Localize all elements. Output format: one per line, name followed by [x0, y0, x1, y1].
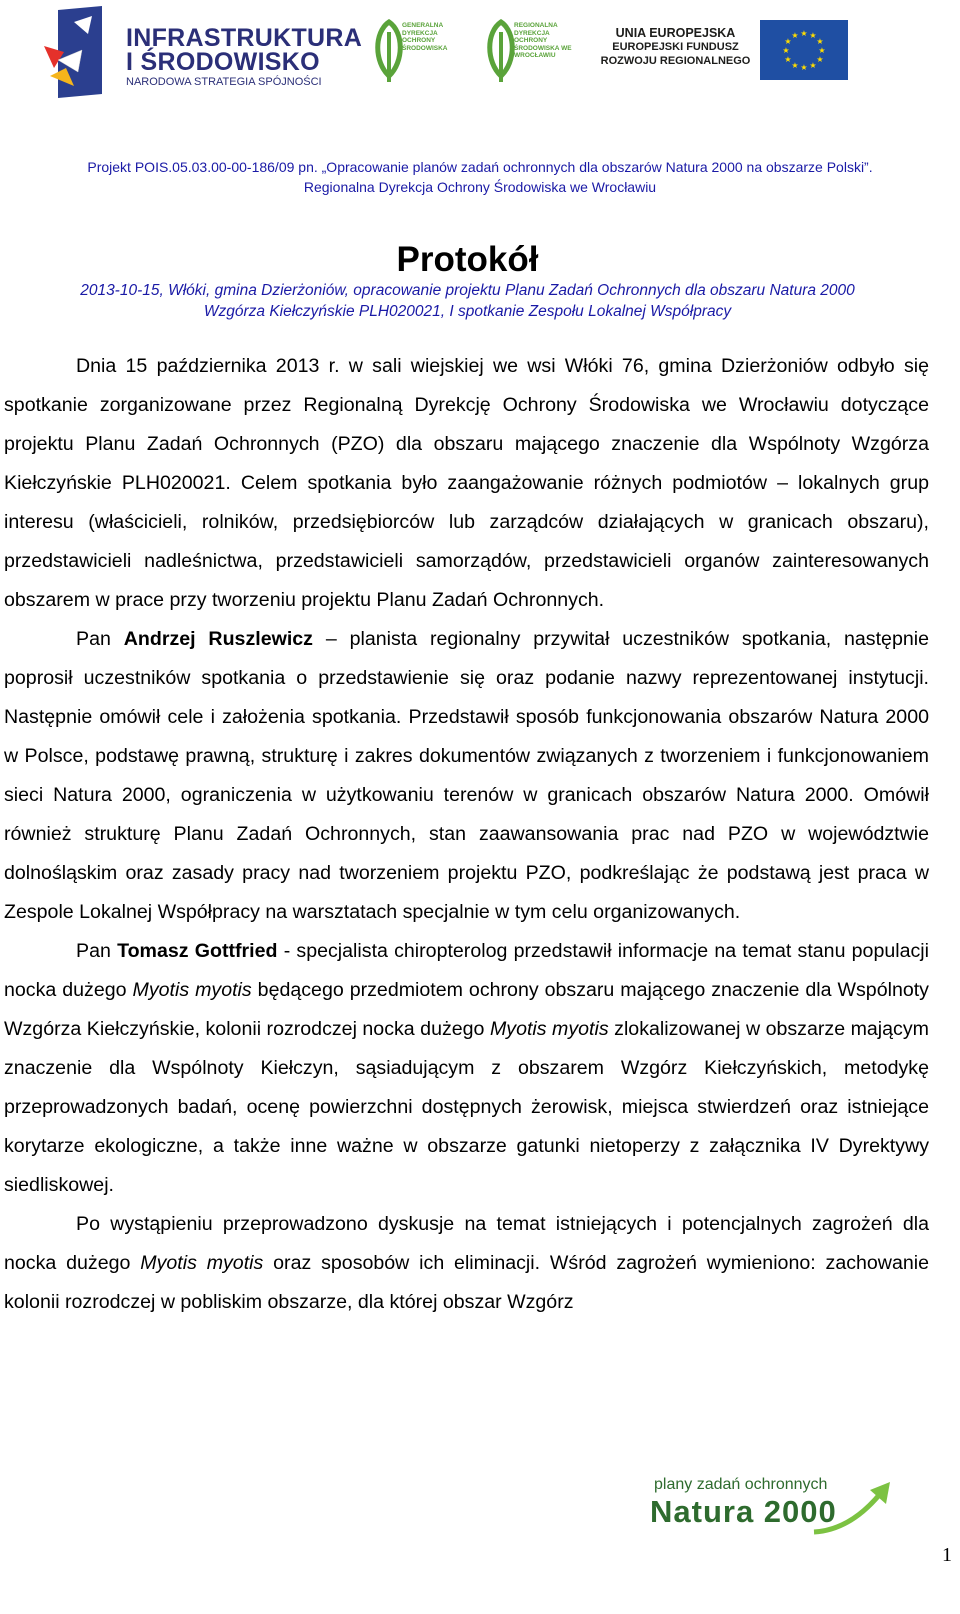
infrastruktura-logo	[44, 6, 363, 100]
leaf-icon	[484, 18, 518, 84]
natura-logo-main-text: Natura 2000	[650, 1494, 837, 1529]
svg-text:★: ★	[816, 37, 824, 46]
header-logos	[0, 0, 960, 110]
paragraph-2: Pan Andrzej Ruszlewicz – planista regionalny przywitał uczestników spotkania, następnie poprosił uczestników spotkania o przedstawienie się oraz podanie nazwy reprezentowanej instytucji. Następnie omówił cele i założenia spotkania. Przedstawił sposób funkcjonowania obszarów Natura 2000 w Polsce, podstawę prawną, strukturę i zakres dokumentów związanych z tworzeniem i funkcjonowaniem sieci Natura 2000, ograniczenia w użytkowaniu terenów w granicach obszarów Natura 2000. Omówił również strukturę Planu Zadań Ochronnych, stan zaawansowania prac nad PZO w województwie dolnośląskim oraz zasady pracy nad tworzeniem projektu PZO, podkreślając że podstawą jest praca w Zespole Lokalnej Współpracy na warsztatach specjalnie w tym celu organizowanych.	[4, 628, 929, 923]
subtitle-line-1: 2013-10-15, Włóki, gmina Dzierżoniów, opracowanie projektu Planu Zadań Ochronnych dla obszaru Natura 2000	[80, 282, 855, 299]
infrastruktura-title-1: INFRASTRUKTURA	[126, 24, 363, 52]
paragraph-1: Dnia 15 października 2013 r. w sali wiejskiej we wsi Włóki 76, gmina Dzierżoniów odbyło się spotkanie zorganizowane przez Regionalną Dyrekcję Ochrony Środowiska we Wrocławiu dotyczące projektu Planu Zadań Ochronnych (PZO) dla obszaru mającego znaczenie dla Wspólnoty Wzgórza Kiełczyńskie PLH020021. Celem spotkania było zaangażowanie różnych podmiotów – lokalnych grup interesu (właścicieli, rolników, przedsiębiorców lub zarządców działających w granicach obszaru), przedstawicieli nadleśnictwa, przedstawicieli samorządów, przedstawicieli organów zainteresowanych obszarem w prace przy tworzeniu projektu Planu Zadań Ochronnych.	[4, 355, 929, 611]
rdos-logo	[484, 18, 574, 84]
svg-text:★: ★	[784, 55, 792, 64]
speaker-name: Tomasz Gottfried	[117, 940, 278, 962]
institution-line: Regionalna Dyrekcja Ochrony Środowiska we Wrocławiu	[303, 179, 657, 195]
speaker-name: Andrzej Ruszlewicz	[123, 628, 313, 650]
gdos-text: GENERALNA DYREKCJA OCHRONY ŚRODOWISKA	[402, 22, 448, 52]
infrastruktura-emblem-icon	[44, 6, 124, 100]
infrastruktura-subtitle: NARODOWA STRATEGIA SPÓJNOŚCI	[126, 76, 322, 88]
svg-text:★: ★	[791, 31, 799, 40]
rdos-text: REGIONALNA DYREKCJA OCHRONY ŚRODOWISKA WE WROCŁAWIU	[514, 22, 572, 59]
svg-text:★: ★	[800, 29, 808, 38]
svg-text:★: ★	[784, 37, 792, 46]
species-name: Myotis myotis	[140, 1252, 264, 1274]
document-body	[4, 347, 929, 1322]
eu-flag-icon	[760, 20, 848, 80]
natura-2000-logo	[650, 1476, 900, 1542]
project-line: Projekt POIS.05.03.00-00-186/09 pn. „Opracowanie planów zadań ochronnych dla obszarów Natura 2000 na obszarze Polski”.	[87, 159, 873, 175]
infrastruktura-title-2: I ŚRODOWISKO	[126, 48, 320, 76]
natura-logo-top-text: plany zadań ochronnych	[654, 1476, 828, 1493]
page-title: Protokół	[396, 240, 539, 279]
eu-text-1: UNIA EUROPEJSKA	[615, 26, 736, 40]
svg-text:★: ★	[816, 55, 824, 64]
gdos-logo	[372, 18, 462, 84]
paragraph-4: Po wystąpieniu przeprowadzono dyskusje na temat istniejących i potencjalnych zagrożeń dla nocka dużego Myotis myotis oraz sposobów ich eliminacji. Wśród zagrożeń wymieniono: zachowanie kolonii rozrodczej w pobliskim obszarze, dla której obszar Wzgórz	[4, 1213, 929, 1313]
leaf-icon	[372, 18, 406, 84]
species-name: Myotis myotis	[132, 979, 252, 1001]
eu-text-3: ROZWOJU REGIONALNEGO	[600, 55, 751, 67]
svg-text:★: ★	[782, 46, 790, 55]
page-number: 1	[942, 1544, 952, 1566]
subtitle-line-2: Wzgórza Kiełczyńskie PLH020021, I spotkanie Zespołu Lokalnej Współpracy	[203, 303, 732, 320]
species-name: Myotis myotis	[489, 1018, 609, 1040]
arrow-icon	[810, 1480, 900, 1540]
svg-text:★: ★	[818, 46, 826, 55]
eu-text-2: EUROPEJSKI FUNDUSZ	[612, 41, 739, 53]
svg-text:★: ★	[791, 61, 799, 70]
svg-text:★: ★	[809, 61, 817, 70]
eu-logo	[598, 20, 858, 84]
paragraph-3: Pan Tomasz Gottfried - specjalista chiropterolog przedstawił informacje na temat stanu populacji nocka dużego Myotis myotis będącego przedmiotem ochrony obszaru mającego znaczenie dla Wspólnoty Wzgórza Kiełczyńskie, kolonii rozrodczej nocka dużego Myotis myotis zlokalizowanej w obszarze mającym znaczenie dla Wspólnoty Kiełczyn, sąsiadującym z obszarem Wzgórz Kiełczyńskich, metodykę przeprowadzonych badań, ocenę powierzchni dostępnych żerowisk, miejsca stwierdzeń oraz istniejące korytarze ekologiczne, a także inne ważne w obszarze gatunki nietoperzy z załącznika IV Dyrektywy siedliskowej.	[4, 940, 929, 1196]
svg-text:★: ★	[800, 63, 808, 72]
svg-text:★: ★	[809, 31, 817, 40]
